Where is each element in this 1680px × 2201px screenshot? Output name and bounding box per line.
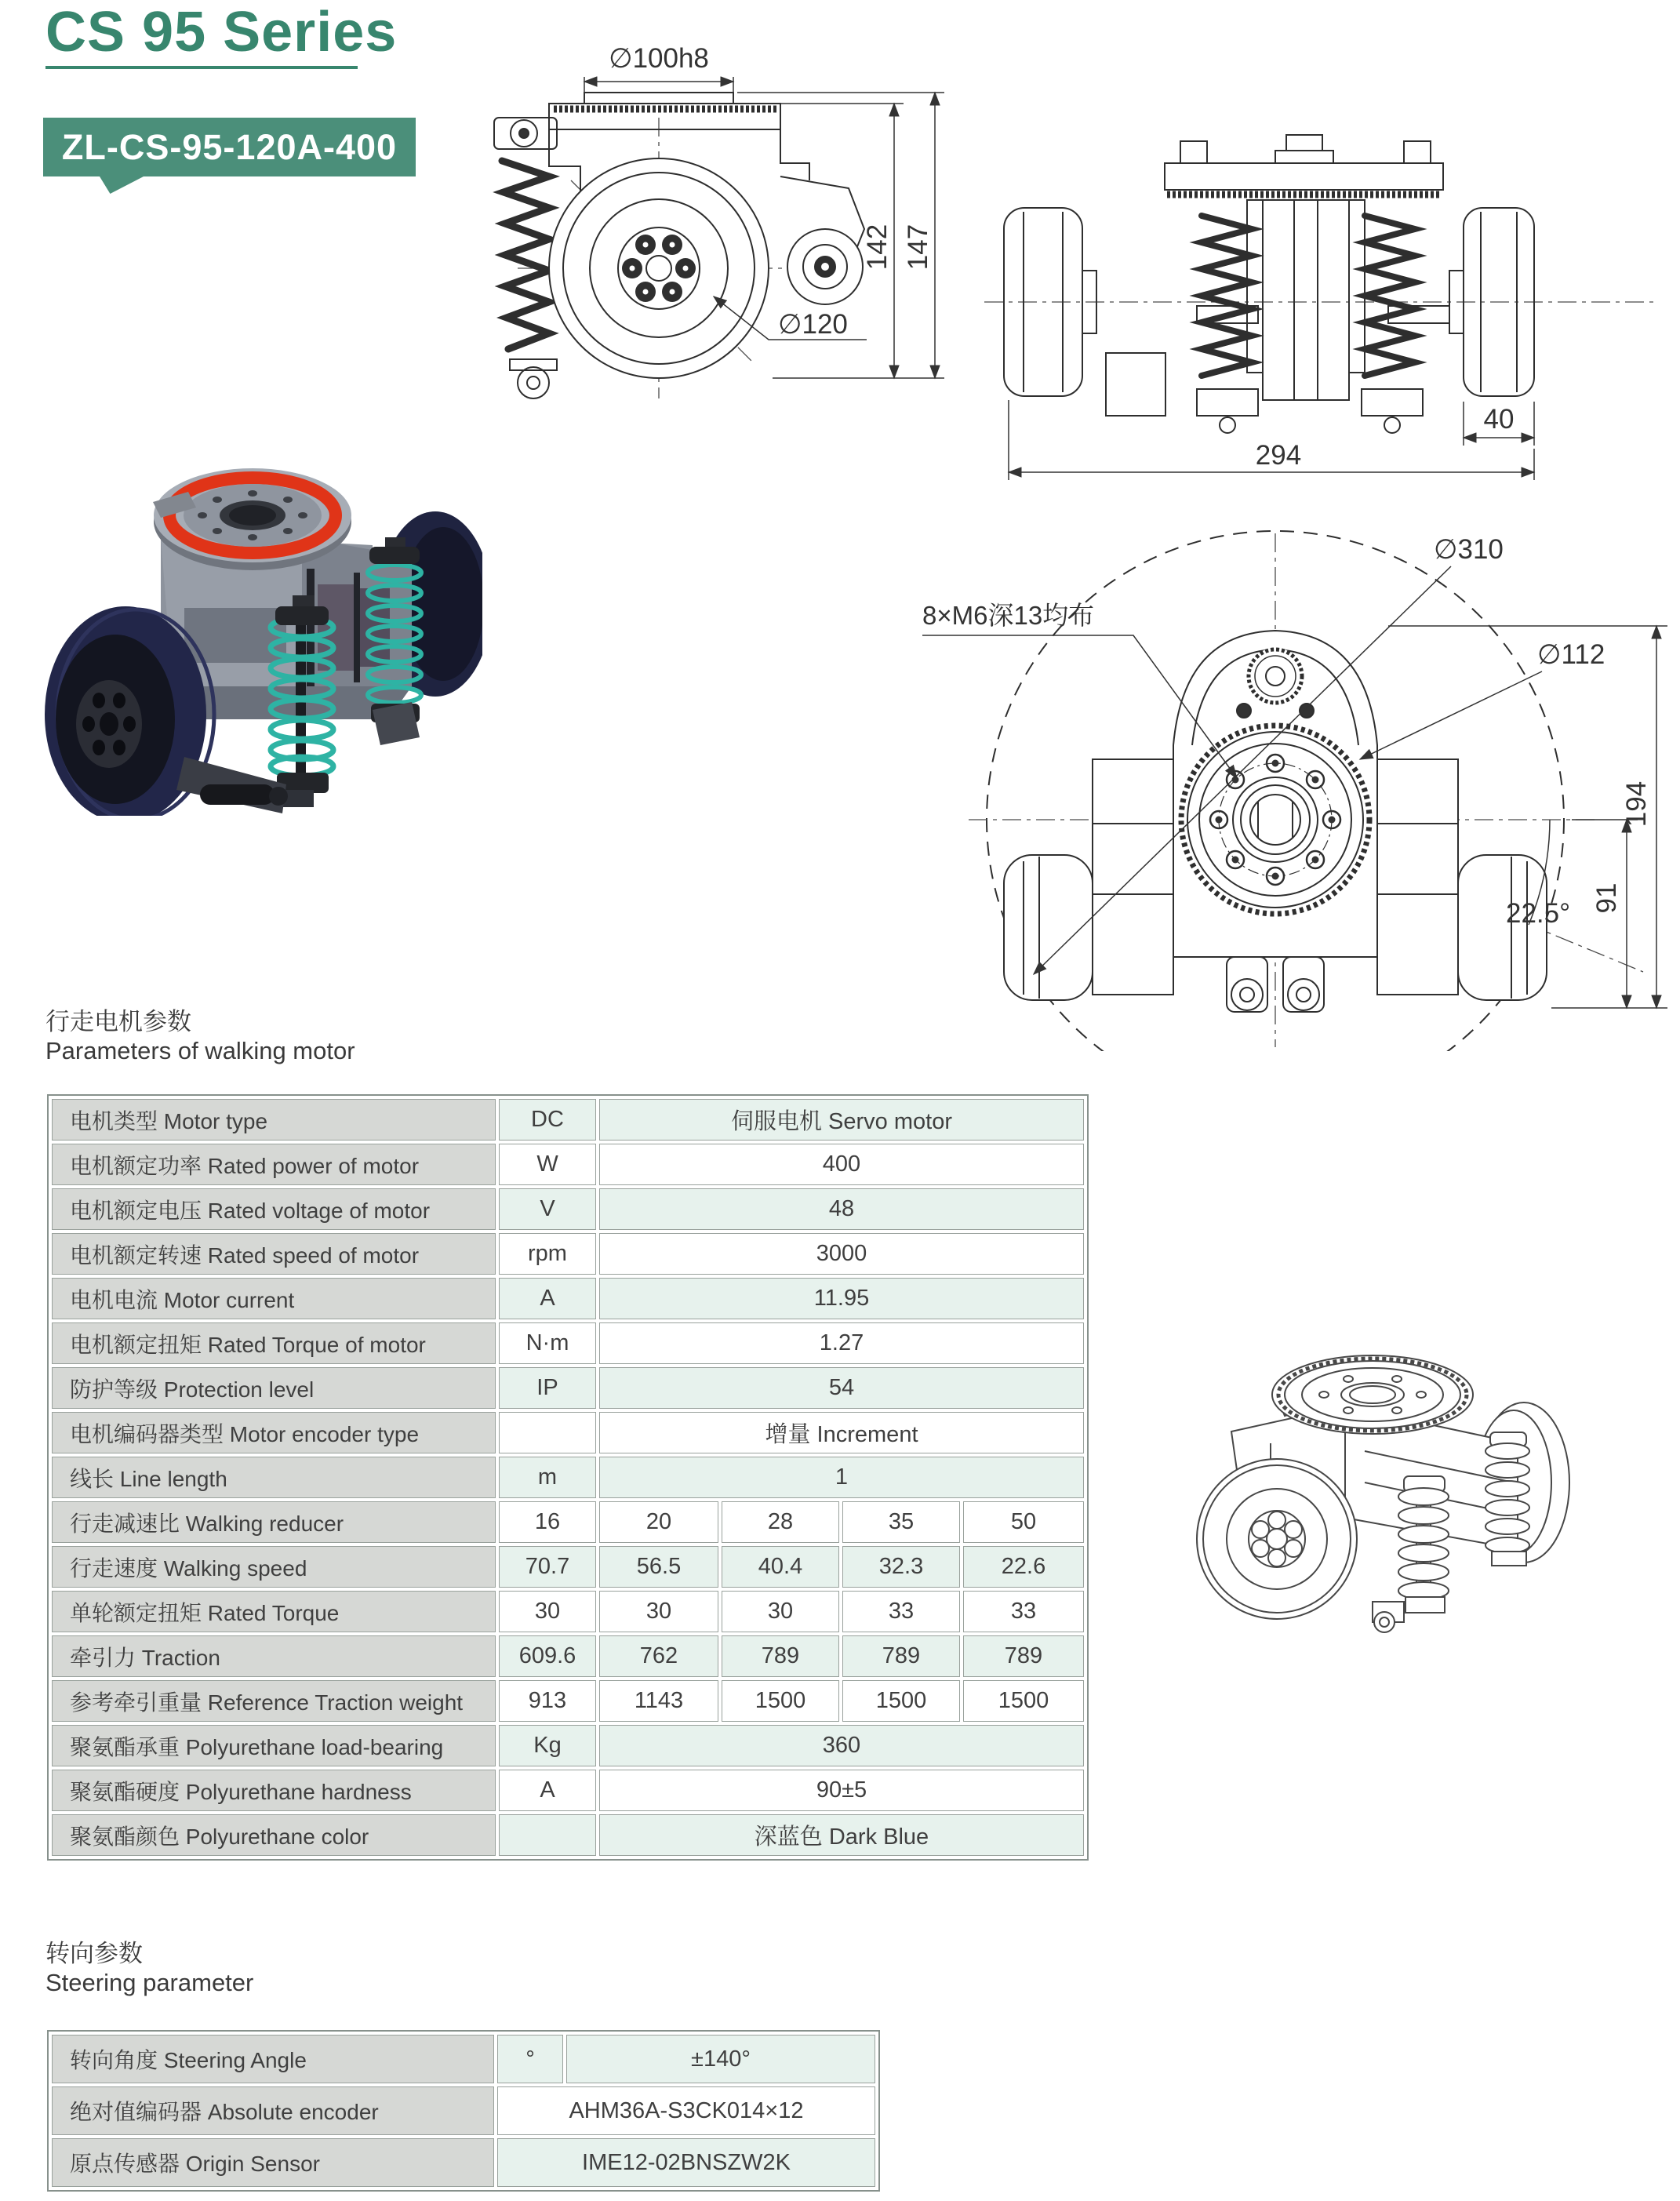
- table-row: [52, 1412, 1084, 1453]
- row-unit: A: [499, 1770, 596, 1811]
- dim-194: 194: [1621, 780, 1652, 828]
- row-value: 50: [963, 1501, 1084, 1543]
- row-value: 30: [722, 1591, 839, 1632]
- table-row: [52, 2086, 875, 2135]
- row-unit: Kg: [499, 1725, 596, 1766]
- row-unit: IP: [499, 1367, 596, 1409]
- row-value: 48: [599, 1188, 1084, 1230]
- model-badge: ZL-CS-95-120A-400: [43, 118, 416, 176]
- row-label: 聚氨酯承重 Polyurethane load-bearing: [52, 1725, 496, 1766]
- row-label: 牵引力 Traction: [52, 1635, 496, 1677]
- row-label: 电机类型 Motor type: [52, 1099, 496, 1141]
- steering-section-title: [45, 1939, 253, 1997]
- section-title-en: Parameters of walking motor: [45, 1037, 355, 1064]
- row-label: 电机编码器类型 Motor encoder type: [52, 1412, 496, 1453]
- section-title-en: Steering parameter: [45, 1969, 254, 1996]
- steering-table: [47, 2030, 880, 2192]
- row-label: 电机额定转速 Rated speed of motor: [52, 1233, 496, 1275]
- steering-table-body: [52, 2035, 875, 2187]
- row-label: 转向角度 Steering Angle: [52, 2035, 494, 2083]
- row-unit: W: [499, 1144, 596, 1185]
- table-row: [52, 1457, 1084, 1498]
- table-row: [52, 1099, 1084, 1141]
- table-row: [52, 1144, 1084, 1185]
- table-row: [52, 2138, 875, 2187]
- row-unit: °: [497, 2035, 563, 2083]
- idler-wheel: [787, 229, 863, 304]
- table-row: [52, 1188, 1084, 1230]
- row-value: 90±5: [599, 1770, 1084, 1811]
- row-value: 22.6: [963, 1546, 1084, 1588]
- dim-147: 147: [903, 224, 933, 271]
- product-render-lineart: [1184, 1326, 1576, 1647]
- dim-dia310: ∅310: [1434, 534, 1504, 565]
- row-value: 609.6: [499, 1635, 596, 1677]
- row-label: 电机额定功率 Rated power of motor: [52, 1144, 496, 1185]
- dim-91: 91: [1591, 882, 1622, 914]
- row-value: 40.4: [722, 1546, 839, 1588]
- row-value: 30: [599, 1591, 718, 1632]
- row-value: 789: [722, 1635, 839, 1677]
- table-row: [52, 1278, 1084, 1319]
- page-title: CS 95 Series: [45, 1, 398, 64]
- row-label: 单轮额定扭矩 Rated Torque: [52, 1591, 496, 1632]
- row-value: 789: [842, 1635, 960, 1677]
- wheel-front: [549, 158, 769, 378]
- table-row: [52, 1501, 1084, 1543]
- row-value: 30: [499, 1591, 596, 1632]
- table-row: [52, 1770, 1084, 1811]
- row-value: 11.95: [599, 1278, 1084, 1319]
- row-label: 电机额定电压 Rated voltage of motor: [52, 1188, 496, 1230]
- dim-dia100: ∅100h8: [609, 43, 709, 74]
- row-value: 1.27: [599, 1322, 1084, 1364]
- row-value: 33: [842, 1591, 960, 1632]
- row-label: 电机额定扭矩 Rated Torque of motor: [52, 1322, 496, 1364]
- row-value: 28: [722, 1501, 839, 1543]
- row-value: ±140°: [566, 2035, 875, 2083]
- product-render-color: [43, 427, 482, 816]
- row-value: AHM36A-S3CK014×12: [497, 2086, 875, 2135]
- dim-angle: 22.5°: [1506, 898, 1571, 929]
- title-underline: [45, 66, 358, 69]
- walking-motor-table-body: [52, 1099, 1084, 1856]
- row-value: 35: [842, 1501, 960, 1543]
- row-value: 3000: [599, 1233, 1084, 1275]
- table-row: [52, 1725, 1084, 1766]
- table-row: [52, 1814, 1084, 1856]
- row-label: 防护等级 Protection level: [52, 1367, 496, 1409]
- row-value: 1500: [722, 1680, 839, 1722]
- bolt-pattern-note: 8×M6深13均布: [922, 601, 1095, 630]
- row-label: 聚氨酯颜色 Polyurethane color: [52, 1814, 496, 1856]
- table-row: [52, 1591, 1084, 1632]
- row-value: 70.7: [499, 1546, 596, 1588]
- row-unit: DC: [499, 1099, 596, 1141]
- table-row: [52, 1546, 1084, 1588]
- row-value: 1143: [599, 1680, 718, 1722]
- row-value: 伺服电机 Servo motor: [599, 1099, 1084, 1141]
- row-value: 1500: [842, 1680, 960, 1722]
- front-view-drawing: [471, 31, 965, 424]
- dim-40: 40: [1483, 404, 1515, 435]
- row-value: 762: [599, 1635, 718, 1677]
- row-label: 聚氨酯硬度 Polyurethane hardness: [52, 1770, 496, 1811]
- dim-142: 142: [862, 224, 893, 271]
- row-value: 深蓝色 Dark Blue: [599, 1814, 1084, 1856]
- row-unit: A: [499, 1278, 596, 1319]
- row-label: 行走减速比 Walking reducer: [52, 1501, 496, 1543]
- row-unit: [499, 1814, 596, 1856]
- slewing-gear: [1177, 722, 1373, 918]
- table-row: [52, 2035, 875, 2083]
- row-unit: [499, 1412, 596, 1453]
- row-unit: N·m: [499, 1322, 596, 1364]
- table-row: [52, 1635, 1084, 1677]
- table-row: [52, 1680, 1084, 1722]
- row-label: 电机电流 Motor current: [52, 1278, 496, 1319]
- walking-motor-table: [47, 1094, 1089, 1861]
- side-body: [1004, 135, 1534, 433]
- table-row: [52, 1322, 1084, 1364]
- dim-dia120: ∅120: [778, 309, 848, 340]
- row-value: 360: [599, 1725, 1084, 1766]
- dim-dia112: ∅112: [1537, 639, 1605, 670]
- row-label: 行走速度 Walking speed: [52, 1546, 496, 1588]
- row-value: 56.5: [599, 1546, 718, 1588]
- row-label: 参考牵引重量 Reference Traction weight: [52, 1680, 496, 1722]
- row-label: 原点传感器 Origin Sensor: [52, 2138, 494, 2187]
- row-value: IME12-02BNSZW2K: [497, 2138, 875, 2187]
- lineart-body: [1197, 1355, 1569, 1632]
- section-title-zh: 行走电机参数: [45, 1008, 191, 1035]
- slewing-ring: [153, 468, 351, 570]
- row-value: 789: [963, 1635, 1084, 1677]
- row-value: 913: [499, 1680, 596, 1722]
- row-value: 增量 Increment: [599, 1412, 1084, 1453]
- model-badge-tail: [100, 176, 144, 194]
- dim-294: 294: [1255, 440, 1302, 471]
- walking-motor-section-title: [45, 1007, 355, 1065]
- row-value: 54: [599, 1367, 1084, 1409]
- row-value: 20: [599, 1501, 718, 1543]
- row-unit: rpm: [499, 1233, 596, 1275]
- row-label: 绝对值编码器 Absolute encoder: [52, 2086, 494, 2135]
- row-value: 1500: [963, 1680, 1084, 1722]
- row-unit: m: [499, 1457, 596, 1498]
- row-value: 33: [963, 1591, 1084, 1632]
- table-row: [52, 1233, 1084, 1275]
- row-label: 线长 Line length: [52, 1457, 496, 1498]
- plan-view-drawing: [894, 486, 1680, 1051]
- section-title-zh: 转向参数: [45, 1940, 143, 1967]
- row-value: 32.3: [842, 1546, 960, 1588]
- table-row: [52, 1367, 1084, 1409]
- row-unit: V: [499, 1188, 596, 1230]
- side-view-drawing: [965, 47, 1680, 486]
- row-value: 1: [599, 1457, 1084, 1498]
- row-value: 16: [499, 1501, 596, 1543]
- row-value: 400: [599, 1144, 1084, 1185]
